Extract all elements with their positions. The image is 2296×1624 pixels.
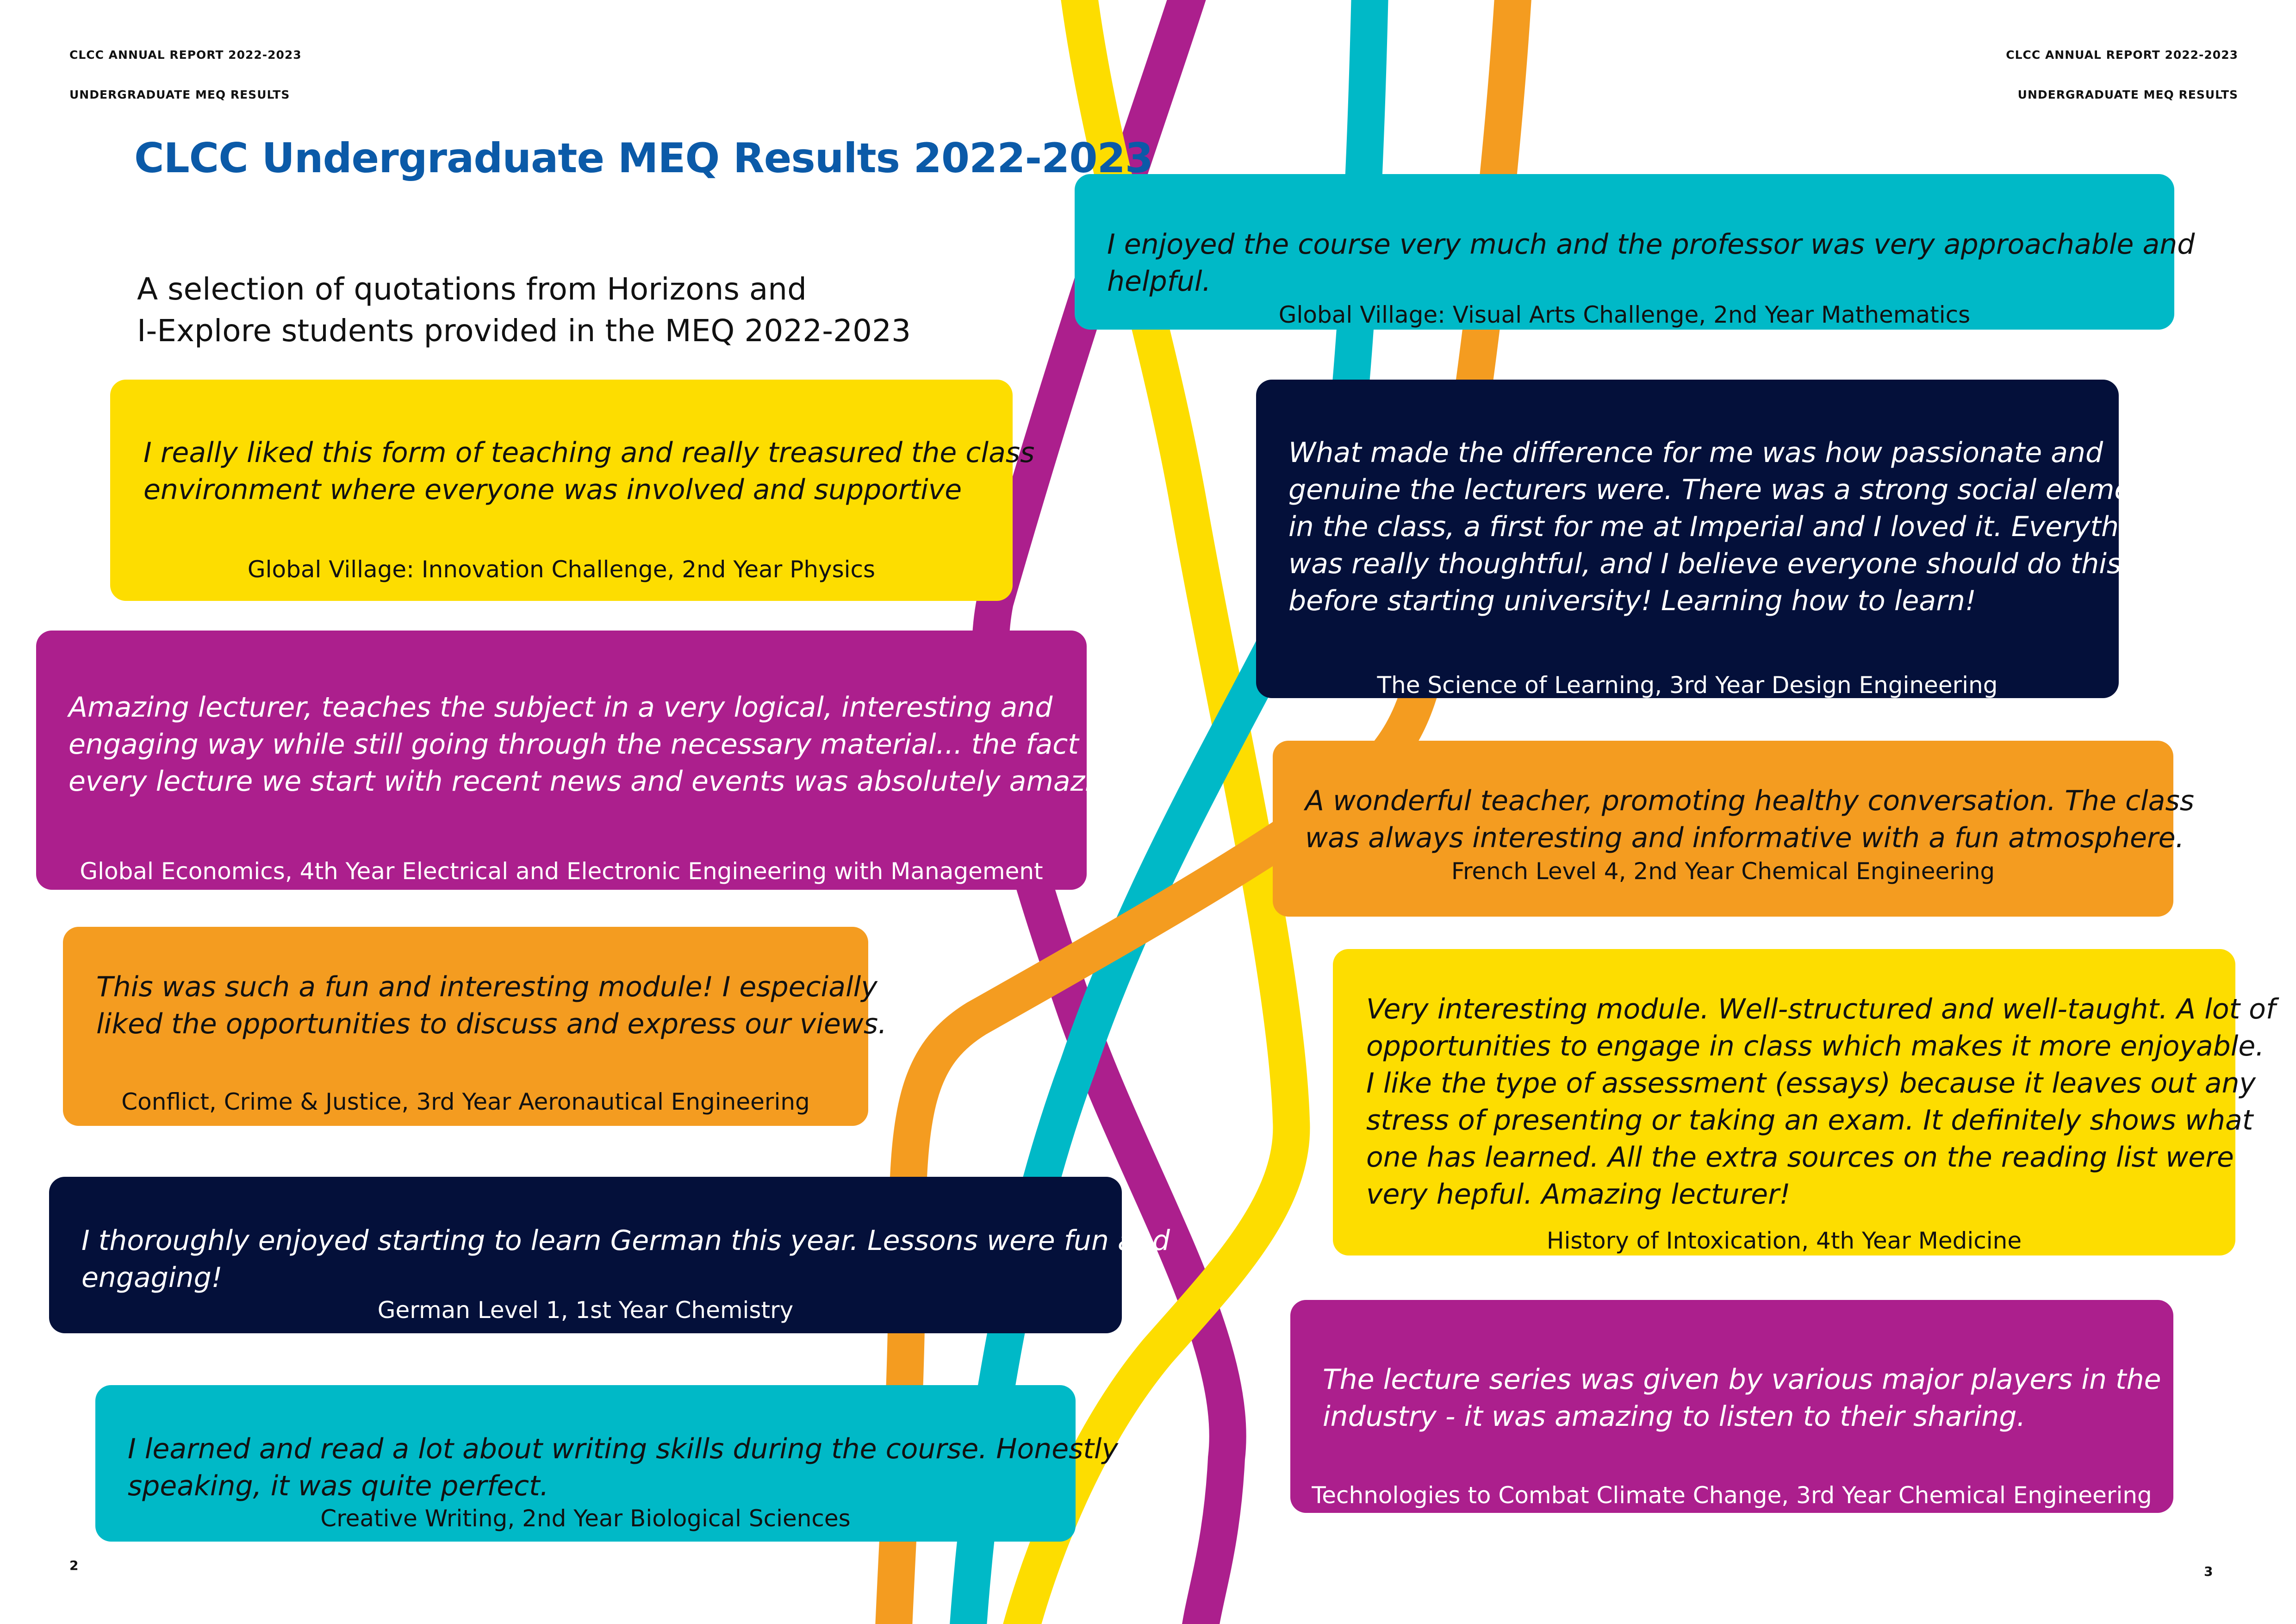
quote-source: Technologies to Combat Climate Change, 3rd Year Chemical Engineering [1312, 1482, 2152, 1509]
quote-line: one has learned. All the extra sources on the reading list were [1366, 1141, 2234, 1174]
intro-line-1: A selection of quotations from Horizons and [137, 271, 807, 307]
running-header-report: CLCC ANNUAL REPORT 2022-2023 [69, 48, 302, 62]
intro-line-2: I-Explore students provided in the MEQ 2022-2023 [137, 313, 911, 349]
quote-line: was always interesting and informative with a fun atmosphere. [1305, 822, 2184, 854]
quote-line: industry - it was amazing to listen to their sharing. [1323, 1400, 2026, 1433]
quote-text [1305, 782, 2194, 856]
quote-line: helpful. [1107, 265, 1211, 298]
quote-line: I enjoyed the course very much and the professor was very approachable and [1107, 228, 2195, 261]
quote-line: in the class, a first for me at Imperial and I loved it. Everything [1288, 511, 2162, 543]
quote-line: engaging! [81, 1262, 223, 1294]
quote-line: environment where everyone was involved and supportive [143, 474, 962, 506]
quote-line: Very interesting module. Well-structured and well-taught. A lot of [1366, 993, 2276, 1025]
quote-source: Creative Writing, 2nd Year Biological Sciences [320, 1505, 851, 1532]
quote-line: was really thoughtful, and I believe everyone should do this [1288, 548, 2122, 580]
quote-text [1288, 434, 2162, 619]
quote-source: Global Economics, 4th Year Electrical and Electronic Engineering with Management [80, 858, 1043, 885]
page-number-right: 3 [2204, 1564, 2213, 1579]
quote-line: liked the opportunities to discuss and express our views. [96, 1008, 887, 1040]
quote-line: before starting university! Learning how to learn! [1288, 585, 1976, 617]
quote-line: speaking, it was quite perfect. [128, 1470, 549, 1502]
running-header-report-right: CLCC ANNUAL REPORT 2022-2023 [2006, 48, 2238, 62]
quote-line: I really liked this form of teaching and really treasured the class [143, 437, 1035, 469]
quote-line: genuine the lecturers were. There was a strong social element [1288, 474, 2160, 506]
quote-text [1107, 226, 2195, 300]
quote-line: stress of presenting or taking an exam. It definitely shows what [1366, 1104, 2253, 1137]
page-title: CLCC Undergraduate MEQ Results 2022-2023 [134, 134, 1153, 182]
quote-line: The lecture series was given by various major players in the [1323, 1363, 2161, 1396]
quote-text [68, 689, 1144, 800]
quote-line: engaging way while still going through the necessary material... the fact that [68, 728, 1144, 761]
quote-text [81, 1222, 1170, 1296]
quote-line: every lecture we start with recent news and events was absolutely amazing. [68, 765, 1137, 798]
quote-source: German Level 1, 1st Year Chemistry [377, 1297, 794, 1324]
quote-line: This was such a fun and interesting module! I especially [96, 971, 877, 1003]
intro-text [137, 269, 924, 352]
page-number-left: 2 [69, 1558, 79, 1573]
quote-text [143, 434, 1034, 508]
quote-source: French Level 4, 2nd Year Chemical Engineering [1451, 858, 1995, 885]
quote-source: The Science of Learning, 3rd Year Design Engineering [1377, 672, 1998, 699]
quote-text [1366, 991, 2276, 1213]
quote-source: Conflict, Crime & Justice, 3rd Year Aeronautical Engineering [121, 1088, 810, 1115]
quote-line: Amazing lecturer, teaches the subject in a very logical, interesting and [68, 691, 1053, 724]
quote-line: opportunities to engage in class which makes it more enjoyable. [1366, 1030, 2265, 1062]
quote-line: I thoroughly enjoyed starting to learn German this year. Lessons were fun and [81, 1224, 1170, 1257]
quote-line: I like the type of assessment (essays) because it leaves out any [1366, 1067, 2256, 1099]
quote-source: History of Intoxication, 4th Year Medicine [1546, 1227, 2022, 1254]
quote-line: I learned and read a lot about writing skills during the course. Honestly [128, 1433, 1119, 1465]
quote-text [1323, 1361, 2161, 1435]
quote-line: What made the difference for me was how passionate and [1288, 437, 2103, 469]
quote-source: Global Village: Innovation Challenge, 2nd Year Physics [247, 556, 876, 583]
quote-line: very hepful. Amazing lecturer! [1366, 1178, 1791, 1211]
quote-line: A wonderful teacher, promoting healthy conversation. The class [1305, 785, 2194, 817]
quote-text [128, 1430, 1118, 1505]
running-header-section: UNDERGRADUATE MEQ RESULTS [69, 88, 290, 101]
running-header-section-right: UNDERGRADUATE MEQ RESULTS [2017, 88, 2238, 101]
quote-text [96, 968, 887, 1043]
quote-source: Global Village: Visual Arts Challenge, 2nd Year Mathematics [1278, 301, 1971, 328]
